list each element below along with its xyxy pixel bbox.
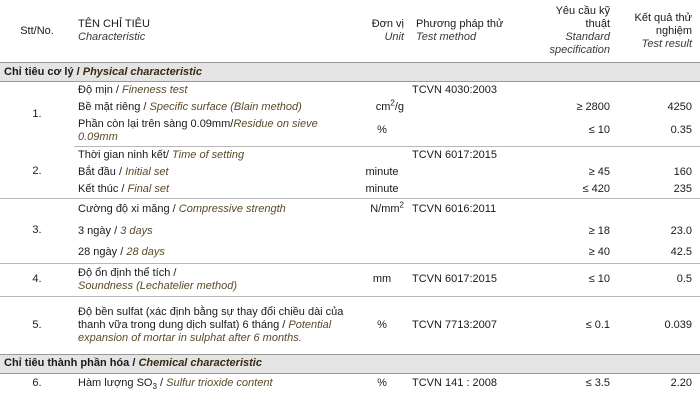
table-row <box>0 116 700 146</box>
row-spec: ≥ 2800 <box>576 101 610 113</box>
table-row <box>0 82 700 100</box>
header-method-en: Test method <box>416 31 477 43</box>
row-unit: minute <box>356 181 408 199</box>
row-characteristic: Độ mịn / Fineness test <box>78 84 188 96</box>
row-result: 23.0 <box>670 224 692 237</box>
row-characteristic: 28 ngày / 28 days <box>74 242 356 263</box>
table-row <box>0 164 700 181</box>
table-row <box>0 373 700 393</box>
row-characteristic: Hàm lượng $SO_3$ / Sulfur trioxide content <box>78 376 273 391</box>
row-result: 4250 <box>667 101 692 113</box>
table-row <box>0 263 700 296</box>
row-characteristic: Độ bền sulfat (xác định bằng sự thay đổi chiều dài của thanh vữa trong dung dịch sulfat) 6 tháng / Potential expansion of mortar in sulphat after 6 months. <box>78 305 344 344</box>
header-method-vi: Phương pháp thử <box>416 18 504 30</box>
row-characteristic: Thời gian ninh kết/ Time of setting <box>78 148 245 161</box>
table-row <box>0 181 700 199</box>
table-row <box>0 242 700 263</box>
row-no: 1. <box>32 107 42 120</box>
row-characteristic: Cường độ xi măng / Compressive strength <box>78 202 286 215</box>
row-unit: mm <box>356 263 408 296</box>
header-characteristic <box>74 0 356 63</box>
row-method: TCVN 6016:2011 <box>412 202 497 215</box>
row-spec: ≥ 40 <box>528 242 614 263</box>
section-physical-title: Chỉ tiêu cơ lý / Physical characteristic <box>0 63 700 82</box>
header-unit <box>356 0 408 63</box>
row-spec: ≥ 18 <box>588 224 610 237</box>
row-no: 2. <box>0 146 74 198</box>
row-characteristic: 3 ngày / 3 days <box>78 224 153 237</box>
section-chemical-title: Chỉ tiêu thành phần hóa / Chemical characteristic <box>0 354 700 373</box>
row-spec: ≥ 45 <box>588 165 610 178</box>
row-characteristic: Phần còn lại trên sàng 0.09mm/Residue on sieve 0.09mm <box>74 116 356 146</box>
row-unit: % <box>377 318 387 331</box>
header-spec-en: Standard specification <box>549 31 610 56</box>
row-no: 3. <box>0 198 74 263</box>
row-method: TCVN 6017:2015 <box>412 148 497 161</box>
header-spec-vi: Yêu cầu kỹ thuật <box>555 5 610 30</box>
table-header <box>0 0 700 63</box>
row-result: 0.039 <box>664 318 692 331</box>
row-result: 2.20 <box>670 376 692 389</box>
row-spec: ≤ 10 <box>528 263 614 296</box>
row-characteristic: Độ ổn định thể tích / Soundness (Lechatelier method) <box>74 263 356 296</box>
row-method: TCVN 141 : 2008 <box>412 376 497 389</box>
row-unit: % <box>356 116 408 146</box>
row-characteristic: Bắt đầu / Initial set <box>78 165 169 178</box>
row-result: 235 <box>614 181 700 199</box>
row-result: 0.35 <box>614 116 700 146</box>
row-result: 160 <box>673 165 692 178</box>
row-method: TCVN 7713:2007 <box>412 318 497 331</box>
row-method: TCVN 6017:2015 <box>408 263 528 296</box>
header-result <box>614 0 700 63</box>
header-characteristic-vi: TÊN CHỈ TIÊU <box>78 18 150 30</box>
header-method <box>408 0 528 63</box>
row-no: 4. <box>0 263 74 296</box>
section-physical <box>0 63 700 82</box>
row-unit: % <box>377 376 387 389</box>
table-row <box>0 146 700 164</box>
row-method: TCVN 4030:2003 <box>412 84 497 96</box>
table-row <box>0 99 700 116</box>
header-unit-en: Unit <box>384 31 404 43</box>
header-result-en: Test result <box>641 37 692 50</box>
row-unit: $N/mm^2$ <box>370 200 404 215</box>
row-characteristic: Kết thúc / Final set <box>74 181 356 199</box>
table-row <box>0 296 700 354</box>
table-row <box>0 220 700 242</box>
row-spec: ≤ 10 <box>528 116 614 146</box>
row-spec: ≤ 3.5 <box>585 376 610 389</box>
row-result: 42.5 <box>614 242 700 263</box>
row-no: 6. <box>32 376 42 389</box>
row-spec: ≤ 0.1 <box>585 318 610 331</box>
table-row <box>0 198 700 220</box>
row-unit: $cm^2/g$ <box>375 98 404 113</box>
section-chemical <box>0 354 700 373</box>
row-spec: ≤ 420 <box>528 181 614 199</box>
row-no: 5. <box>32 318 42 331</box>
row-characteristic: Bề mặt riêng / Specific surface (Blain method) <box>78 101 302 113</box>
row-result: 0.5 <box>614 263 700 296</box>
header-spec <box>528 0 614 63</box>
row-unit: minute <box>365 165 399 178</box>
header-result-vi: Kết quả thử nghiệm <box>634 11 692 37</box>
header-characteristic-en: Characteristic <box>78 31 146 43</box>
header-no: Stt/No. <box>20 24 54 37</box>
header-unit-vi: Đơn vị <box>371 18 404 30</box>
